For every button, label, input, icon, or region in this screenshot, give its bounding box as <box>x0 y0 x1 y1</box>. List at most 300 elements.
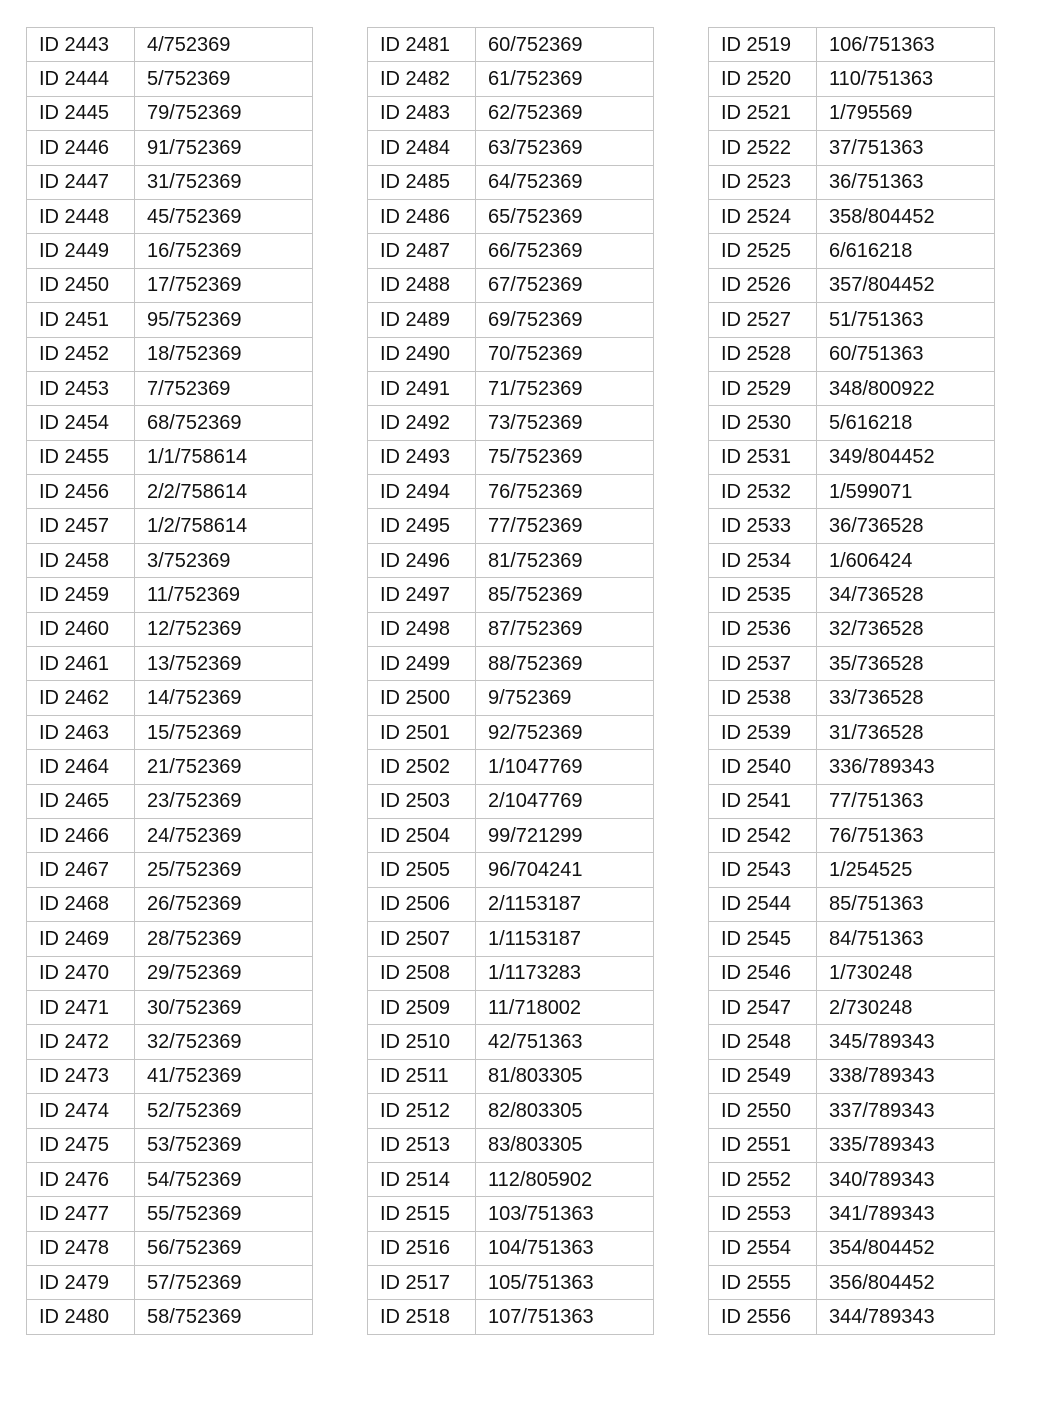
reference-cell: 1/599071 <box>817 475 995 509</box>
reference-cell: 56/752369 <box>135 1231 313 1265</box>
id-cell: ID 2444 <box>27 62 135 96</box>
id-cell: ID 2449 <box>27 234 135 268</box>
table-row <box>368 371 654 405</box>
table-row <box>27 337 313 371</box>
reference-cell: 338/789343 <box>817 1059 995 1093</box>
table-row <box>709 853 995 887</box>
id-cell: ID 2492 <box>368 406 476 440</box>
id-cell: ID 2516 <box>368 1231 476 1265</box>
id-cell: ID 2540 <box>709 750 817 784</box>
id-cell: ID 2521 <box>709 96 817 130</box>
table-row <box>27 234 313 268</box>
reference-cell: 76/751363 <box>817 818 995 852</box>
id-cell: ID 2525 <box>709 234 817 268</box>
reference-cell: 25/752369 <box>135 853 313 887</box>
table-row <box>27 475 313 509</box>
reference-cell: 15/752369 <box>135 715 313 749</box>
table-row <box>709 337 995 371</box>
id-cell: ID 2458 <box>27 543 135 577</box>
id-cell: ID 2526 <box>709 268 817 302</box>
table-row <box>368 715 654 749</box>
reference-cell: 31/752369 <box>135 165 313 199</box>
reference-cell: 31/736528 <box>817 715 995 749</box>
table-row <box>709 750 995 784</box>
id-cell: ID 2542 <box>709 818 817 852</box>
reference-cell: 69/752369 <box>476 303 654 337</box>
id-cell: ID 2502 <box>368 750 476 784</box>
reference-cell: 107/751363 <box>476 1300 654 1334</box>
table-row <box>27 1266 313 1300</box>
table-row <box>27 818 313 852</box>
reference-cell: 2/1153187 <box>476 887 654 921</box>
reference-cell: 103/751363 <box>476 1197 654 1231</box>
id-cell: ID 2517 <box>368 1266 476 1300</box>
table-row <box>27 131 313 165</box>
id-cell: ID 2543 <box>709 853 817 887</box>
id-cell: ID 2489 <box>368 303 476 337</box>
id-cell: ID 2462 <box>27 681 135 715</box>
reference-cell: 14/752369 <box>135 681 313 715</box>
table-row <box>368 303 654 337</box>
id-cell: ID 2471 <box>27 990 135 1024</box>
table-row <box>27 956 313 990</box>
id-cell: ID 2446 <box>27 131 135 165</box>
id-cell: ID 2511 <box>368 1059 476 1093</box>
id-cell: ID 2497 <box>368 578 476 612</box>
table-row <box>709 371 995 405</box>
reference-cell: 337/789343 <box>817 1094 995 1128</box>
id-cell: ID 2482 <box>368 62 476 96</box>
reference-cell: 71/752369 <box>476 371 654 405</box>
table-row <box>709 1231 995 1265</box>
table-row <box>27 681 313 715</box>
reference-cell: 63/752369 <box>476 131 654 165</box>
id-cell: ID 2512 <box>368 1094 476 1128</box>
table-row <box>709 715 995 749</box>
reference-cell: 1/1047769 <box>476 750 654 784</box>
id-cell: ID 2550 <box>709 1094 817 1128</box>
reference-cell: 112/805902 <box>476 1162 654 1196</box>
id-cell: ID 2535 <box>709 578 817 612</box>
reference-cell: 1/2/758614 <box>135 509 313 543</box>
id-cell: ID 2529 <box>709 371 817 405</box>
reference-cell: 26/752369 <box>135 887 313 921</box>
reference-cell: 1/606424 <box>817 543 995 577</box>
table-row <box>368 647 654 681</box>
reference-cell: 65/752369 <box>476 199 654 233</box>
id-cell: ID 2514 <box>368 1162 476 1196</box>
table-row <box>368 1300 654 1334</box>
reference-cell: 35/736528 <box>817 647 995 681</box>
reference-cell: 95/752369 <box>135 303 313 337</box>
reference-cell: 99/721299 <box>476 818 654 852</box>
id-cell: ID 2538 <box>709 681 817 715</box>
reference-cell: 70/752369 <box>476 337 654 371</box>
id-cell: ID 2485 <box>368 165 476 199</box>
id-cell: ID 2481 <box>368 28 476 62</box>
table-row <box>27 784 313 818</box>
table-row <box>709 303 995 337</box>
id-cell: ID 2465 <box>27 784 135 818</box>
table-row <box>368 578 654 612</box>
reference-cell: 67/752369 <box>476 268 654 302</box>
reference-cell: 60/751363 <box>817 337 995 371</box>
id-cell: ID 2468 <box>27 887 135 921</box>
reference-cell: 9/752369 <box>476 681 654 715</box>
reference-cell: 3/752369 <box>135 543 313 577</box>
table-row <box>709 96 995 130</box>
id-cell: ID 2472 <box>27 1025 135 1059</box>
table-row <box>368 612 654 646</box>
reference-cell: 335/789343 <box>817 1128 995 1162</box>
id-cell: ID 2447 <box>27 165 135 199</box>
reference-cell: 53/752369 <box>135 1128 313 1162</box>
table-row <box>27 647 313 681</box>
id-cell: ID 2500 <box>368 681 476 715</box>
reference-cell: 64/752369 <box>476 165 654 199</box>
id-cell: ID 2490 <box>368 337 476 371</box>
id-table-column-2 <box>367 27 654 1335</box>
id-cell: ID 2464 <box>27 750 135 784</box>
reference-cell: 60/752369 <box>476 28 654 62</box>
id-cell: ID 2445 <box>27 96 135 130</box>
id-cell: ID 2448 <box>27 199 135 233</box>
table-row <box>709 234 995 268</box>
reference-cell: 32/752369 <box>135 1025 313 1059</box>
id-cell: ID 2451 <box>27 303 135 337</box>
id-cell: ID 2476 <box>27 1162 135 1196</box>
id-cell: ID 2528 <box>709 337 817 371</box>
reference-cell: 51/751363 <box>817 303 995 337</box>
id-cell: ID 2544 <box>709 887 817 921</box>
id-cell: ID 2530 <box>709 406 817 440</box>
table-row <box>27 922 313 956</box>
table-row <box>709 543 995 577</box>
reference-cell: 57/752369 <box>135 1266 313 1300</box>
reference-cell: 5/616218 <box>817 406 995 440</box>
table-row <box>368 28 654 62</box>
table-row <box>27 165 313 199</box>
id-cell: ID 2469 <box>27 922 135 956</box>
reference-cell: 77/752369 <box>476 509 654 543</box>
table-row <box>27 578 313 612</box>
id-cell: ID 2545 <box>709 922 817 956</box>
reference-cell: 110/751363 <box>817 62 995 96</box>
reference-cell: 77/751363 <box>817 784 995 818</box>
table-row <box>27 990 313 1024</box>
reference-cell: 345/789343 <box>817 1025 995 1059</box>
table-row <box>27 303 313 337</box>
id-cell: ID 2541 <box>709 784 817 818</box>
table-row <box>368 818 654 852</box>
id-cell: ID 2470 <box>27 956 135 990</box>
id-cell: ID 2508 <box>368 956 476 990</box>
reference-cell: 81/803305 <box>476 1059 654 1093</box>
table-row <box>368 543 654 577</box>
reference-cell: 356/804452 <box>817 1266 995 1300</box>
table-row <box>709 199 995 233</box>
reference-cell: 6/616218 <box>817 234 995 268</box>
reference-cell: 4/752369 <box>135 28 313 62</box>
table-row <box>368 853 654 887</box>
id-cell: ID 2450 <box>27 268 135 302</box>
id-cell: ID 2460 <box>27 612 135 646</box>
reference-cell: 1/1153187 <box>476 922 654 956</box>
table-row <box>368 199 654 233</box>
reference-cell: 340/789343 <box>817 1162 995 1196</box>
table-row <box>368 96 654 130</box>
reference-cell: 54/752369 <box>135 1162 313 1196</box>
reference-cell: 105/751363 <box>476 1266 654 1300</box>
table-row <box>368 131 654 165</box>
table-row <box>368 1128 654 1162</box>
id-cell: ID 2523 <box>709 165 817 199</box>
table-row <box>368 268 654 302</box>
id-cell: ID 2505 <box>368 853 476 887</box>
table-row <box>709 1094 995 1128</box>
table-row <box>368 1059 654 1093</box>
id-cell: ID 2477 <box>27 1197 135 1231</box>
table-row <box>27 268 313 302</box>
reference-cell: 36/736528 <box>817 509 995 543</box>
id-cell: ID 2443 <box>27 28 135 62</box>
id-cell: ID 2499 <box>368 647 476 681</box>
id-cell: ID 2454 <box>27 406 135 440</box>
id-cell: ID 2524 <box>709 199 817 233</box>
table-row <box>709 578 995 612</box>
reference-cell: 88/752369 <box>476 647 654 681</box>
table-row <box>709 784 995 818</box>
id-cell: ID 2537 <box>709 647 817 681</box>
id-cell: ID 2467 <box>27 853 135 887</box>
id-cell: ID 2518 <box>368 1300 476 1334</box>
id-cell: ID 2473 <box>27 1059 135 1093</box>
table-row <box>27 1300 313 1334</box>
reference-cell: 42/751363 <box>476 1025 654 1059</box>
reference-cell: 354/804452 <box>817 1231 995 1265</box>
table-row <box>368 1266 654 1300</box>
reference-cell: 1/1173283 <box>476 956 654 990</box>
table-row <box>27 1025 313 1059</box>
table-row <box>27 853 313 887</box>
table-row <box>368 509 654 543</box>
id-cell: ID 2520 <box>709 62 817 96</box>
id-cell: ID 2452 <box>27 337 135 371</box>
reference-cell: 106/751363 <box>817 28 995 62</box>
reference-cell: 87/752369 <box>476 612 654 646</box>
table-row <box>368 990 654 1024</box>
table-row <box>368 1162 654 1196</box>
reference-cell: 16/752369 <box>135 234 313 268</box>
reference-cell: 21/752369 <box>135 750 313 784</box>
id-cell: ID 2510 <box>368 1025 476 1059</box>
id-cell: ID 2531 <box>709 440 817 474</box>
table-row <box>709 268 995 302</box>
reference-cell: 91/752369 <box>135 131 313 165</box>
reference-cell: 58/752369 <box>135 1300 313 1334</box>
id-cell: ID 2536 <box>709 612 817 646</box>
reference-cell: 30/752369 <box>135 990 313 1024</box>
reference-cell: 76/752369 <box>476 475 654 509</box>
id-cell: ID 2501 <box>368 715 476 749</box>
table-row <box>709 440 995 474</box>
table-row <box>709 612 995 646</box>
id-cell: ID 2456 <box>27 475 135 509</box>
id-cell: ID 2503 <box>368 784 476 818</box>
id-cell: ID 2554 <box>709 1231 817 1265</box>
id-cell: ID 2555 <box>709 1266 817 1300</box>
table-row <box>709 887 995 921</box>
id-cell: ID 2539 <box>709 715 817 749</box>
table-row <box>709 1266 995 1300</box>
id-cell: ID 2479 <box>27 1266 135 1300</box>
id-cell: ID 2493 <box>368 440 476 474</box>
table-row <box>368 337 654 371</box>
id-cell: ID 2507 <box>368 922 476 956</box>
table-row <box>27 406 313 440</box>
reference-cell: 348/800922 <box>817 371 995 405</box>
reference-cell: 23/752369 <box>135 784 313 818</box>
reference-cell: 357/804452 <box>817 268 995 302</box>
table-row <box>709 922 995 956</box>
id-cell: ID 2463 <box>27 715 135 749</box>
reference-cell: 11/718002 <box>476 990 654 1024</box>
table-row <box>709 1059 995 1093</box>
id-cell: ID 2509 <box>368 990 476 1024</box>
table-row <box>368 1094 654 1128</box>
id-cell: ID 2487 <box>368 234 476 268</box>
id-cell: ID 2496 <box>368 543 476 577</box>
id-cell: ID 2513 <box>368 1128 476 1162</box>
table-row <box>27 1094 313 1128</box>
reference-cell: 92/752369 <box>476 715 654 749</box>
table-row <box>709 165 995 199</box>
table-row <box>709 1300 995 1334</box>
reference-cell: 344/789343 <box>817 1300 995 1334</box>
table-row <box>709 62 995 96</box>
reference-cell: 33/736528 <box>817 681 995 715</box>
id-cell: ID 2515 <box>368 1197 476 1231</box>
table-row <box>368 165 654 199</box>
reference-cell: 61/752369 <box>476 62 654 96</box>
reference-cell: 13/752369 <box>135 647 313 681</box>
id-cell: ID 2478 <box>27 1231 135 1265</box>
table-row <box>368 681 654 715</box>
table-row <box>27 750 313 784</box>
reference-cell: 73/752369 <box>476 406 654 440</box>
id-cell: ID 2546 <box>709 956 817 990</box>
reference-cell: 82/803305 <box>476 1094 654 1128</box>
table-row <box>709 956 995 990</box>
reference-cell: 358/804452 <box>817 199 995 233</box>
reference-cell: 12/752369 <box>135 612 313 646</box>
table-row <box>368 440 654 474</box>
reference-cell: 341/789343 <box>817 1197 995 1231</box>
reference-cell: 1/795569 <box>817 96 995 130</box>
reference-cell: 104/751363 <box>476 1231 654 1265</box>
reference-cell: 66/752369 <box>476 234 654 268</box>
id-cell: ID 2483 <box>368 96 476 130</box>
table-row <box>368 406 654 440</box>
table-row <box>709 509 995 543</box>
reference-cell: 85/751363 <box>817 887 995 921</box>
id-cell: ID 2453 <box>27 371 135 405</box>
reference-cell: 45/752369 <box>135 199 313 233</box>
reference-cell: 52/752369 <box>135 1094 313 1128</box>
table-row <box>709 131 995 165</box>
reference-cell: 62/752369 <box>476 96 654 130</box>
id-cell: ID 2551 <box>709 1128 817 1162</box>
reference-cell: 75/752369 <box>476 440 654 474</box>
table-row <box>368 475 654 509</box>
table-row <box>27 1162 313 1196</box>
id-cell: ID 2495 <box>368 509 476 543</box>
id-cell: ID 2474 <box>27 1094 135 1128</box>
reference-cell: 34/736528 <box>817 578 995 612</box>
table-row <box>709 1025 995 1059</box>
reference-cell: 41/752369 <box>135 1059 313 1093</box>
table-row <box>27 199 313 233</box>
reference-cell: 68/752369 <box>135 406 313 440</box>
table-row <box>709 990 995 1024</box>
table-row <box>27 1128 313 1162</box>
reference-cell: 83/803305 <box>476 1128 654 1162</box>
reference-cell: 5/752369 <box>135 62 313 96</box>
table-row <box>368 234 654 268</box>
table-row <box>27 543 313 577</box>
reference-cell: 2/730248 <box>817 990 995 1024</box>
id-cell: ID 2547 <box>709 990 817 1024</box>
reference-cell: 37/751363 <box>817 131 995 165</box>
id-cell: ID 2466 <box>27 818 135 852</box>
table-row <box>27 1059 313 1093</box>
table-row <box>368 922 654 956</box>
reference-cell: 96/704241 <box>476 853 654 887</box>
table-row <box>368 750 654 784</box>
reference-cell: 79/752369 <box>135 96 313 130</box>
reference-cell: 11/752369 <box>135 578 313 612</box>
table-row <box>709 681 995 715</box>
table-row <box>27 371 313 405</box>
reference-cell: 28/752369 <box>135 922 313 956</box>
id-cell: ID 2480 <box>27 1300 135 1334</box>
table-row <box>368 887 654 921</box>
reference-cell: 84/751363 <box>817 922 995 956</box>
id-cell: ID 2522 <box>709 131 817 165</box>
table-row <box>27 509 313 543</box>
table-row <box>27 62 313 96</box>
table-row <box>368 956 654 990</box>
table-row <box>27 1197 313 1231</box>
table-row <box>368 1025 654 1059</box>
table-row <box>368 784 654 818</box>
table-row <box>709 406 995 440</box>
id-cell: ID 2532 <box>709 475 817 509</box>
id-cell: ID 2553 <box>709 1197 817 1231</box>
table-row <box>709 647 995 681</box>
table-row <box>709 28 995 62</box>
table-row <box>27 1231 313 1265</box>
reference-cell: 81/752369 <box>476 543 654 577</box>
id-cell: ID 2461 <box>27 647 135 681</box>
id-cell: ID 2549 <box>709 1059 817 1093</box>
table-row <box>368 1197 654 1231</box>
id-cell: ID 2498 <box>368 612 476 646</box>
reference-cell: 1/1/758614 <box>135 440 313 474</box>
reference-cell: 18/752369 <box>135 337 313 371</box>
reference-cell: 7/752369 <box>135 371 313 405</box>
table-row <box>709 1128 995 1162</box>
